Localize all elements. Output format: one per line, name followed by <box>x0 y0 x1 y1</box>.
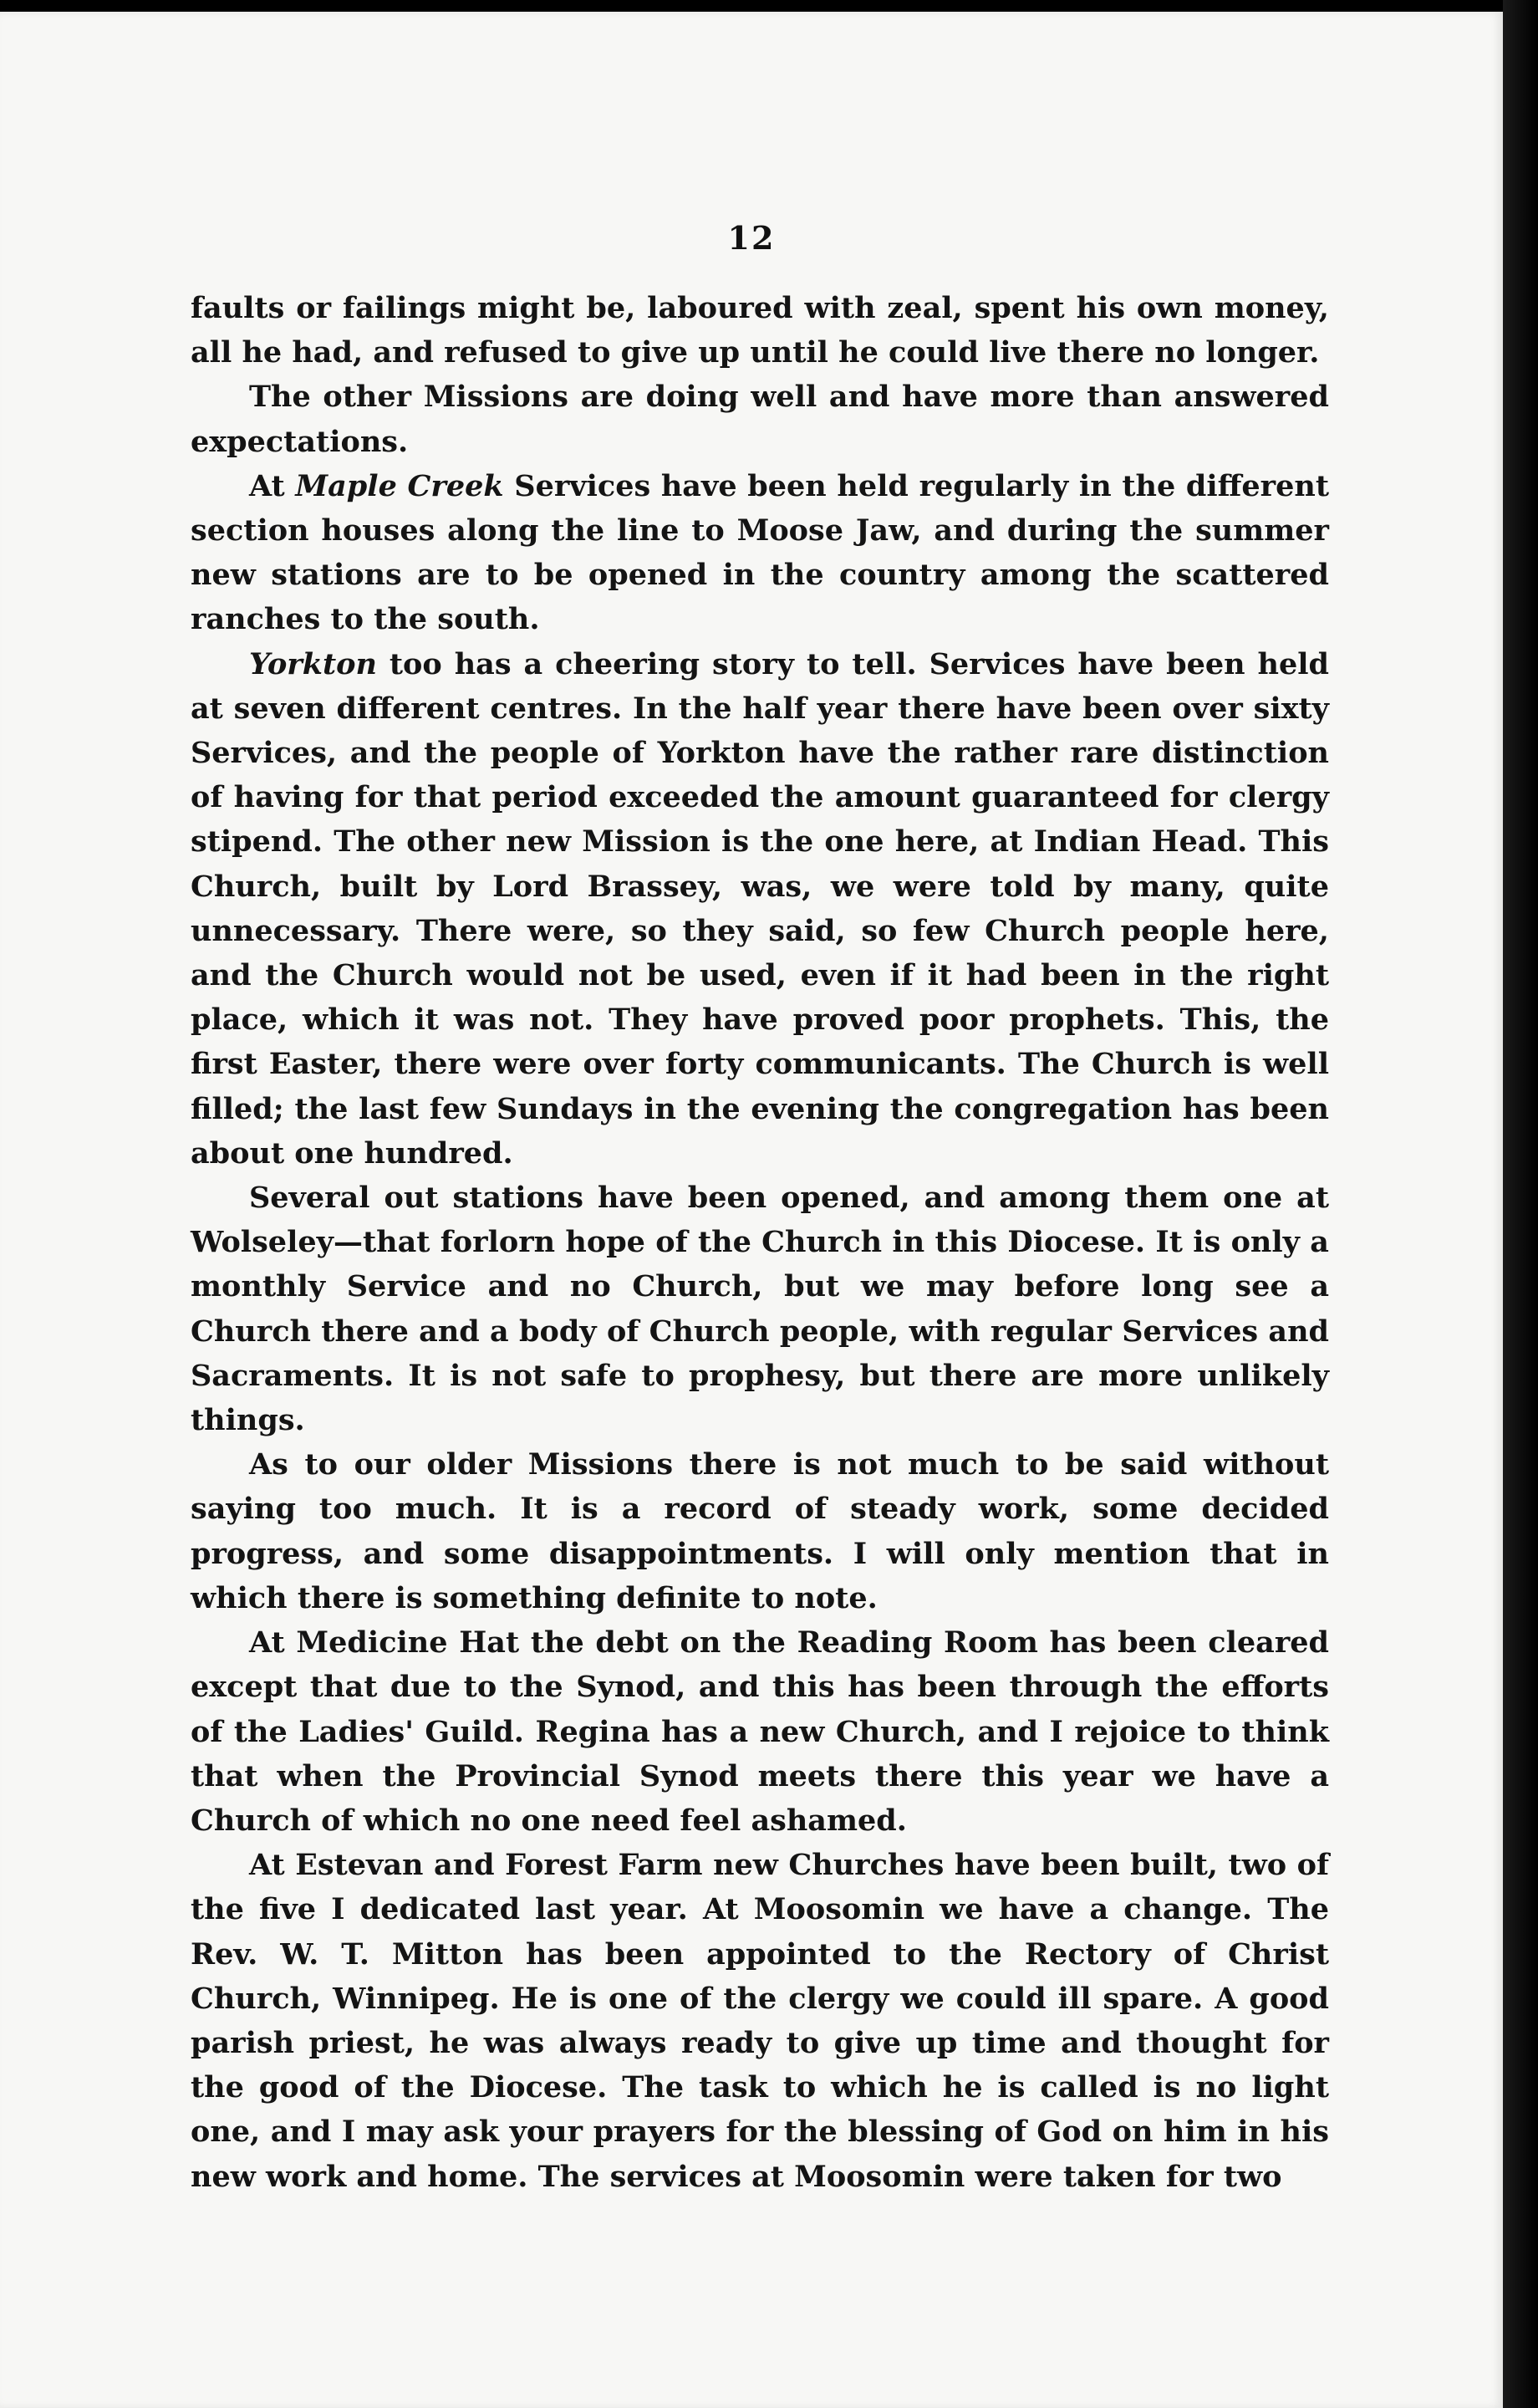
paragraph-6-text: As to our older Missions there is not much to be said without saying too much. It is a record of steady work, some decided progress, and some disappointments. I will only mention that in which there is something definite to note. <box>191 1447 1329 1615</box>
page-edge-shadow <box>1503 0 1538 2408</box>
paragraph-4 <box>191 642 1329 1176</box>
paragraph-8-text: At Estevan and Forest Farm new Churches have been built, two of the five I dedicated last year. At Moosomin we have a change. The Rev. W. T. Mitton has been appointed to the Rectory of Christ Church, Winnipeg. He is one of the clergy we could ill spare. A good parish priest, he was always ready to give up time and thought for the good of the Diocese. The task to which he is called is no light one, and I may ask your prayers for the blessing of God on him in his new work and home. The services at Moosomin were taken for two <box>191 1848 1329 2194</box>
paragraph-8 <box>191 1843 1329 2199</box>
paragraph-3-text-b: Services have been held regularly in the different section houses along the line to Moose Jaw, and during the summer new stations are to be opened in the country among the scattered ranches to the south. <box>191 468 1329 637</box>
paragraph-5 <box>191 1176 1329 1442</box>
page-body <box>191 286 1329 2199</box>
place-name-maple-creek: Maple Creek <box>295 468 504 503</box>
paragraph-2 <box>191 375 1329 463</box>
paragraph-4-text: too has a cheering story to tell. Services have been held at seven different centres. In the half year there have been over sixty Services, and the people of Yorkton have the rather rare distinction of having for that period exceeded the amount guaranteed for clergy stipend. The other new Mission is the one here, at Indian Head. This Church, built by Lord Brassey, was, we were told by many, quite unnecessary. There were, so they said, so few Church people here, and the Church would not be used, even if it had been in the right place, which it was not. They have proved poor prophets. This, the first Easter, there were over forty communicants. The Church is well filled; the last few Sundays in the evening the congregation has been about one hundred. <box>191 646 1329 1171</box>
paragraph-6 <box>191 1442 1329 1620</box>
paragraph-7-text: At Medicine Hat the debt on the Reading Room has been cleared except that due to the Synod, and this has been through the efforts of the Ladies' Guild. Regina has a new Church, and I rejoice to think that when the Provincial Synod meets there this year we have a Church of which no one need feel ashamed. <box>191 1625 1329 1838</box>
page-number: 12 <box>727 219 776 257</box>
paragraph-7 <box>191 1620 1329 1843</box>
paragraph-1 <box>191 286 1329 375</box>
paragraph-2-text: The other Missions are doing well and have more than answered expectations. <box>191 380 1329 459</box>
place-name-yorkton: Yorkton <box>249 646 377 681</box>
paragraph-1-text: faults or failings might be, laboured with zeal, spent his own money, all he had, and refused to give up until he could live there no longer. <box>191 291 1329 370</box>
paragraph-3 <box>191 464 1329 642</box>
paragraph-5-text: Several out stations have been opened, and among them one at Wolseley—that forlorn hope of the Church in this Diocese. It is only a monthly Service and no Church, but we may before long see a Church there and a body of Church people, with regular Services and Sacraments. It is not safe to prophesy, but there are more unlikely things. <box>191 1181 1329 1438</box>
paragraph-3-text-a: At <box>249 468 296 503</box>
book-page <box>0 12 1503 2408</box>
